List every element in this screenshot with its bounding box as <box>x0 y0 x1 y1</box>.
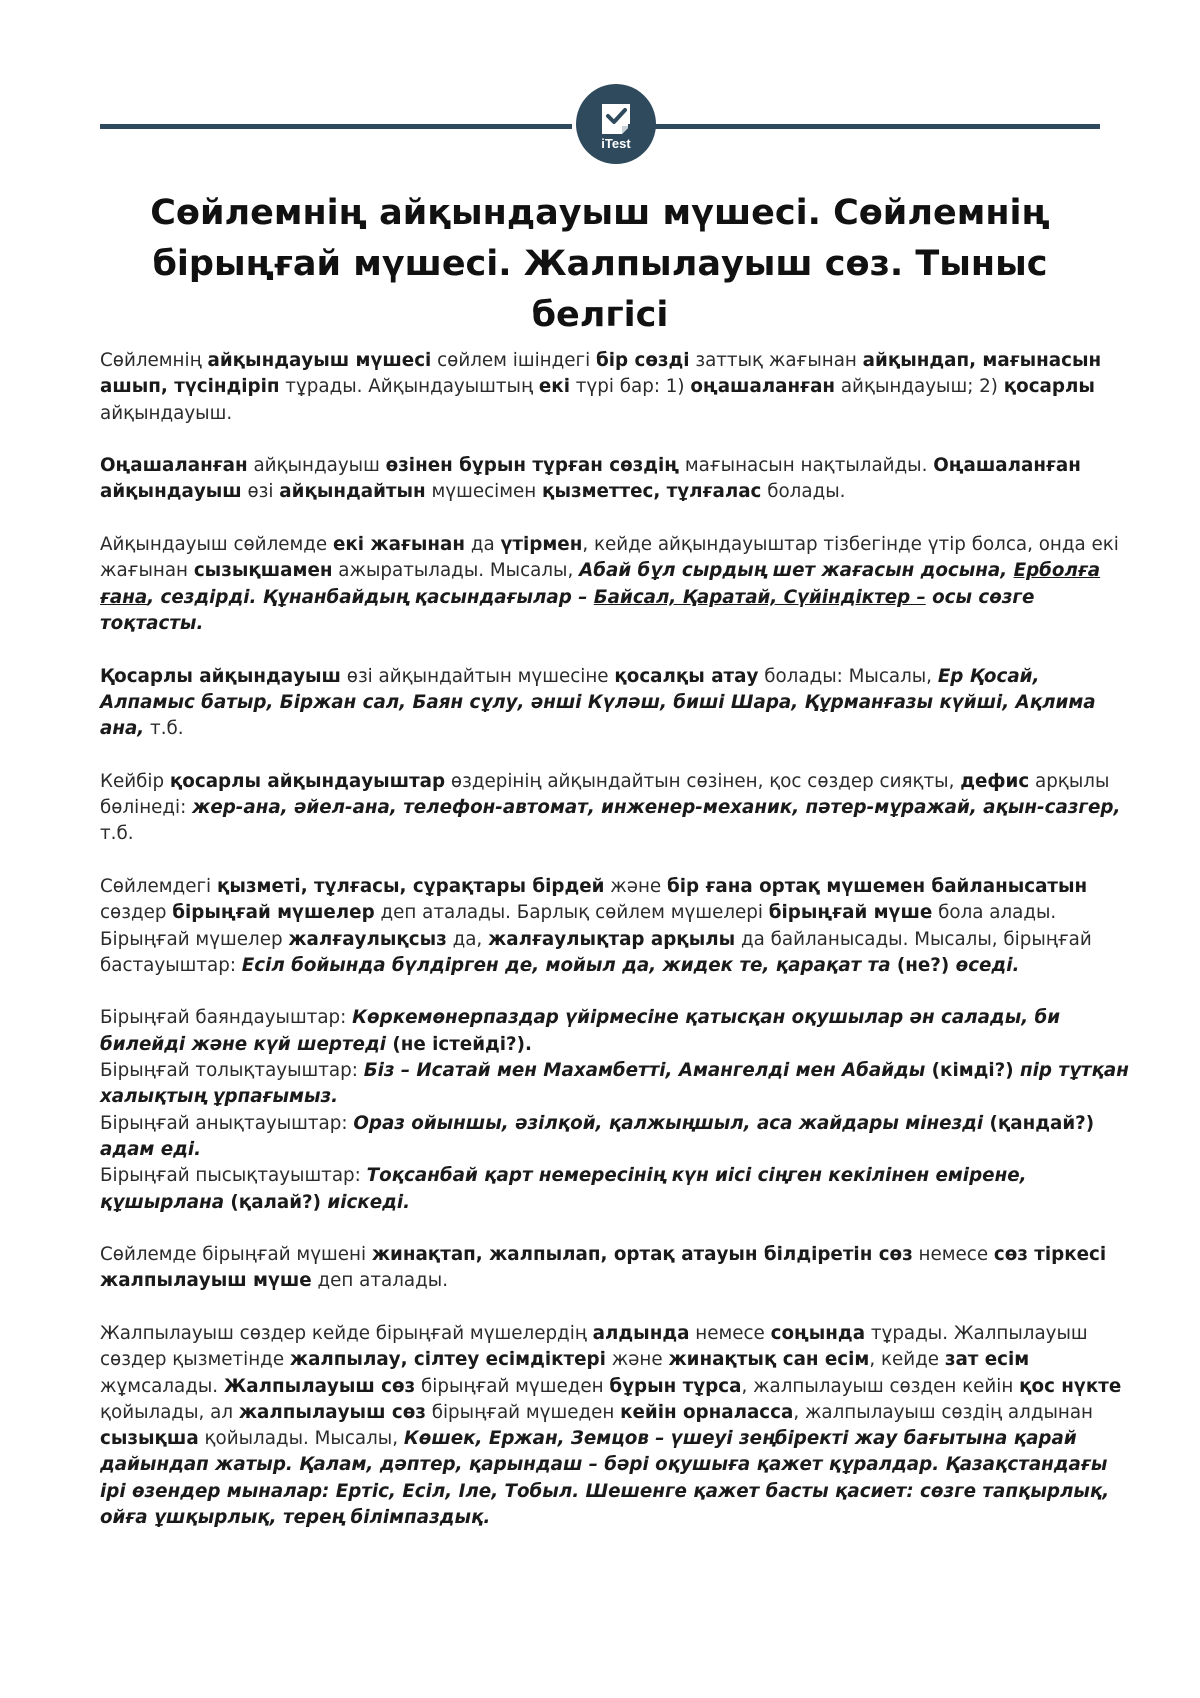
bold-term: алдында <box>592 1322 690 1344</box>
text: , жалпылауыш сөзден кейін <box>741 1375 1020 1397</box>
bold-term: кейін орналасса <box>620 1401 794 1423</box>
example-text: жер-ана, әйел-ана, телефон-автомат, инженер-механик, пәтер-мұражай, ақын-сазгер, <box>192 797 1121 819</box>
example-text: , сездірді. Құнанбайдың қасындағылар – <box>147 586 594 608</box>
bold-term: екі <box>538 376 570 398</box>
bold-term: қос нүкте <box>1019 1375 1122 1397</box>
logo-text: iTest <box>601 136 631 151</box>
text: өздерінің айқындайтын сөзінен, қос сөздер сияқты, <box>445 770 961 792</box>
text: өзі айқындайтын мүшесіне <box>340 665 615 687</box>
text: , жалпылауыш сөздің алдынан <box>793 1401 1094 1423</box>
text: қойылады. Мысалы, <box>198 1428 404 1450</box>
question-label: (қандай?) <box>983 1112 1095 1134</box>
paragraph-appositive-punctuation <box>100 532 1130 637</box>
example-text: Тоқсанбай қарт немересінің күн иісі сіңген кекілінен емірене, құшырлана <box>100 1165 1027 1213</box>
bold-term: жалпылау, сілтеу есімдіктері <box>289 1349 606 1371</box>
text: Айқындауыш сөйлемде <box>100 534 333 556</box>
example-text: адам еді. <box>100 1138 202 1160</box>
bold-term: қызметі, тұлғасы, сұрақтары бірдей <box>216 875 605 897</box>
bold-term: екі жағынан <box>333 534 466 556</box>
bold-term: сызықша <box>100 1428 199 1450</box>
question-label: (қалай?) <box>224 1191 328 1213</box>
bold-term: бірыңғай мүше <box>768 902 933 924</box>
text: түрі бар: 1) <box>569 376 691 398</box>
text: немесе <box>689 1322 771 1344</box>
example-underlined: Байсал, Қаратай, Сүйіндіктер – <box>593 586 926 608</box>
bold-term: жинақтық сан есім <box>668 1349 870 1371</box>
bold-term: жалпылауыш сөз <box>238 1401 426 1423</box>
bold-term: өзінен бұрын тұрған сөздің <box>385 455 680 477</box>
paragraph-appositive-definition <box>100 348 1130 427</box>
bold-term: қызметтес, тұлғалас <box>542 481 762 503</box>
bold-term: зат есім <box>944 1349 1030 1371</box>
example-text: иіскеді. <box>327 1191 411 1213</box>
bold-term: бір сөзді <box>596 350 690 371</box>
text: т.б. <box>144 718 184 740</box>
bold-term: Оңашаланған айқындауыш <box>100 455 1081 503</box>
bold-term: айқындауыш мүшесі <box>207 350 432 371</box>
text: арқылы бөлінеді: <box>100 770 1110 819</box>
page-title: Сөйлемнің айқындауыш мүшесі. Сөйлемнің бірыңғай мүшесі. Жалпылауыш сөз. Тыныс белгісі <box>150 193 1050 335</box>
question-label: (не істейді?). <box>385 1033 532 1055</box>
bold-term: бұрын тұрса <box>609 1375 742 1397</box>
text: және <box>604 875 667 897</box>
text: тұрады. Айқындауыштың <box>279 376 539 398</box>
text: болады. <box>761 481 846 503</box>
text: Жалпылауыш сөздер кейде бірыңғай мүшелердің <box>100 1322 593 1344</box>
text: да, <box>446 928 489 950</box>
bold-term: Жалпылауыш сөз <box>223 1375 416 1397</box>
text: айқындауыш. <box>100 402 233 424</box>
text: Бірыңғай пысықтауыштар: <box>100 1165 367 1187</box>
article-body <box>100 348 1130 1531</box>
bold-term: бір ғана ортақ мүшемен байланысатын <box>667 875 1088 897</box>
bold-term: соңында <box>770 1322 866 1344</box>
text: бола алады. Бірыңғай мүшелер <box>100 902 1057 950</box>
text: немесе <box>912 1244 994 1266</box>
text: Сөйлемдегі <box>100 875 217 897</box>
bold-term: үтірмен <box>500 534 583 556</box>
question-label: (не?) <box>890 954 956 976</box>
bold-term: қосарлы <box>1003 376 1095 398</box>
text: Сөйлемнің <box>100 350 208 371</box>
text: Бірыңғай анықтауыштар: <box>100 1112 354 1134</box>
text: тұрады. Жалпылауыш сөздер қызметінде <box>100 1322 1088 1371</box>
example-text: Абай бұл сырдың шет жағасын досына, <box>579 560 1014 582</box>
text: заттық жағынан <box>689 350 863 371</box>
header-rule-right <box>628 124 1100 129</box>
bold-term: Қосарлы айқындауыш <box>100 665 341 687</box>
text: сөйлем ішіндегі <box>431 350 596 371</box>
bold-term: сөз тіркесі жалпылауыш мүше <box>100 1244 1107 1292</box>
bold-term: Оңашаланған <box>100 455 248 477</box>
text: ажыратылады. Мысалы, <box>332 560 580 582</box>
text: Кейбір <box>100 770 170 792</box>
bold-term: қосарлы айқындауыштар <box>169 770 446 792</box>
text: болады: Мысалы, <box>758 665 938 687</box>
example-text: пір тұтқан халықтың ұрпағымыз. <box>100 1060 1129 1108</box>
example-text: Есіл бойында бүлдірген де, мойыл да, жидек те, қарақат та <box>241 954 891 976</box>
text: мағынасын нақтылайды. <box>679 455 934 477</box>
example-text: Көркемөнерпаздар үйірмесіне қатысқан оқушылар ән салады, би билейді және күй шертеді <box>100 1007 1061 1055</box>
paragraph-hyphenated-appositive <box>100 769 1130 848</box>
text: мүшесімен <box>425 481 543 503</box>
text: Сөйлемде бірыңғай мүшені <box>100 1244 372 1266</box>
paragraph-isolated-appositive <box>100 453 1130 506</box>
paragraph-double-appositive <box>100 664 1130 743</box>
paragraph-homogeneous-members <box>100 874 1130 979</box>
example-text: Біз – Исатай мен Махамбетті, Амангелді мен Абайды <box>363 1060 926 1082</box>
paragraph-homogeneous-examples <box>100 1005 1130 1215</box>
text: Бірыңғай баяндауыштар: <box>100 1007 353 1029</box>
bold-term: жинақтап, жалпылап, ортақ атауын білдіретін сөз <box>371 1244 913 1266</box>
bold-term: қосалқы атау <box>614 665 759 687</box>
bold-term: жалғаулықтар арқылы <box>488 928 736 950</box>
paragraph-generalizing-word <box>100 1242 1130 1295</box>
bold-term: айқындайтын <box>279 481 426 503</box>
text: айқындауыш; 2) <box>835 376 1004 398</box>
paragraph-generalizing-punctuation <box>100 1321 1130 1531</box>
bold-term: айқындап, мағынасын ашып, түсіндіріп <box>100 350 1102 398</box>
text: т.б. <box>100 823 134 845</box>
text: айқындауыш <box>247 455 386 477</box>
bold-term: дефис <box>960 770 1030 792</box>
text: бірыңғай мүшеден <box>425 1401 621 1423</box>
text: сөздер <box>100 902 173 924</box>
page-header <box>100 84 1100 164</box>
bold-term: оңашаланған <box>690 376 836 398</box>
example-underlined: Ерболға ғана <box>100 560 1101 608</box>
text: бірыңғай мүшеден <box>415 1375 610 1397</box>
text: қойылады, ал <box>100 1401 239 1423</box>
bold-term: жалғаулықсыз <box>288 928 447 950</box>
text: , кейде <box>869 1349 945 1371</box>
bold-term: бірыңғай мүшелер <box>172 902 375 924</box>
text: да байланысады. Мысалы, бірыңғай бастауыштар: <box>100 928 1092 976</box>
example-text: осы сөзге тоқтасты. <box>100 586 1035 634</box>
text: да <box>465 534 501 556</box>
text: деп аталады. <box>311 1270 449 1292</box>
text: жұмсалады. <box>100 1375 224 1397</box>
text: өзі <box>241 481 280 503</box>
header-rule-left <box>100 124 572 129</box>
example-text: өседі. <box>955 954 1020 976</box>
text: деп аталады. Барлық сөйлем мүшелері <box>374 902 769 924</box>
example-text: Ер Қосай, Алпамыс батыр, Біржан сал, Баян сұлу, әнші Күләш, биші Шара, Құрманғазы күйші, Ақлима ана, <box>100 665 1096 740</box>
bold-term: сызықшамен <box>193 560 333 582</box>
example-text: Көшек, Ержан, Земцов – үшеуі зеңбіректі жау бағытына қарай дайындап жатыр. Қалам, дәптер, қарындаш – бәрі оқушыға қажет құралдар. Қазақстандағы ірі өзендер мыналар: Ертіс, Есіл, Іле, Тобыл. Шешенге қажет басты қасиет: сөзге тапқырлық, ойға ұшқырлық, терең білімпаздық. <box>100 1428 1110 1529</box>
text: және <box>605 1349 669 1371</box>
question-label: (кімді?) <box>925 1060 1021 1082</box>
text: Бірыңғай толықтауыштар: <box>100 1060 364 1082</box>
example-text: Ораз ойыншы, әзілқой, қалжыңшыл, аса жайдары мінезді <box>353 1112 984 1134</box>
text: , кейде айқындауыштар тізбегінде үтір болса, онда екі жағынан <box>100 534 1119 582</box>
